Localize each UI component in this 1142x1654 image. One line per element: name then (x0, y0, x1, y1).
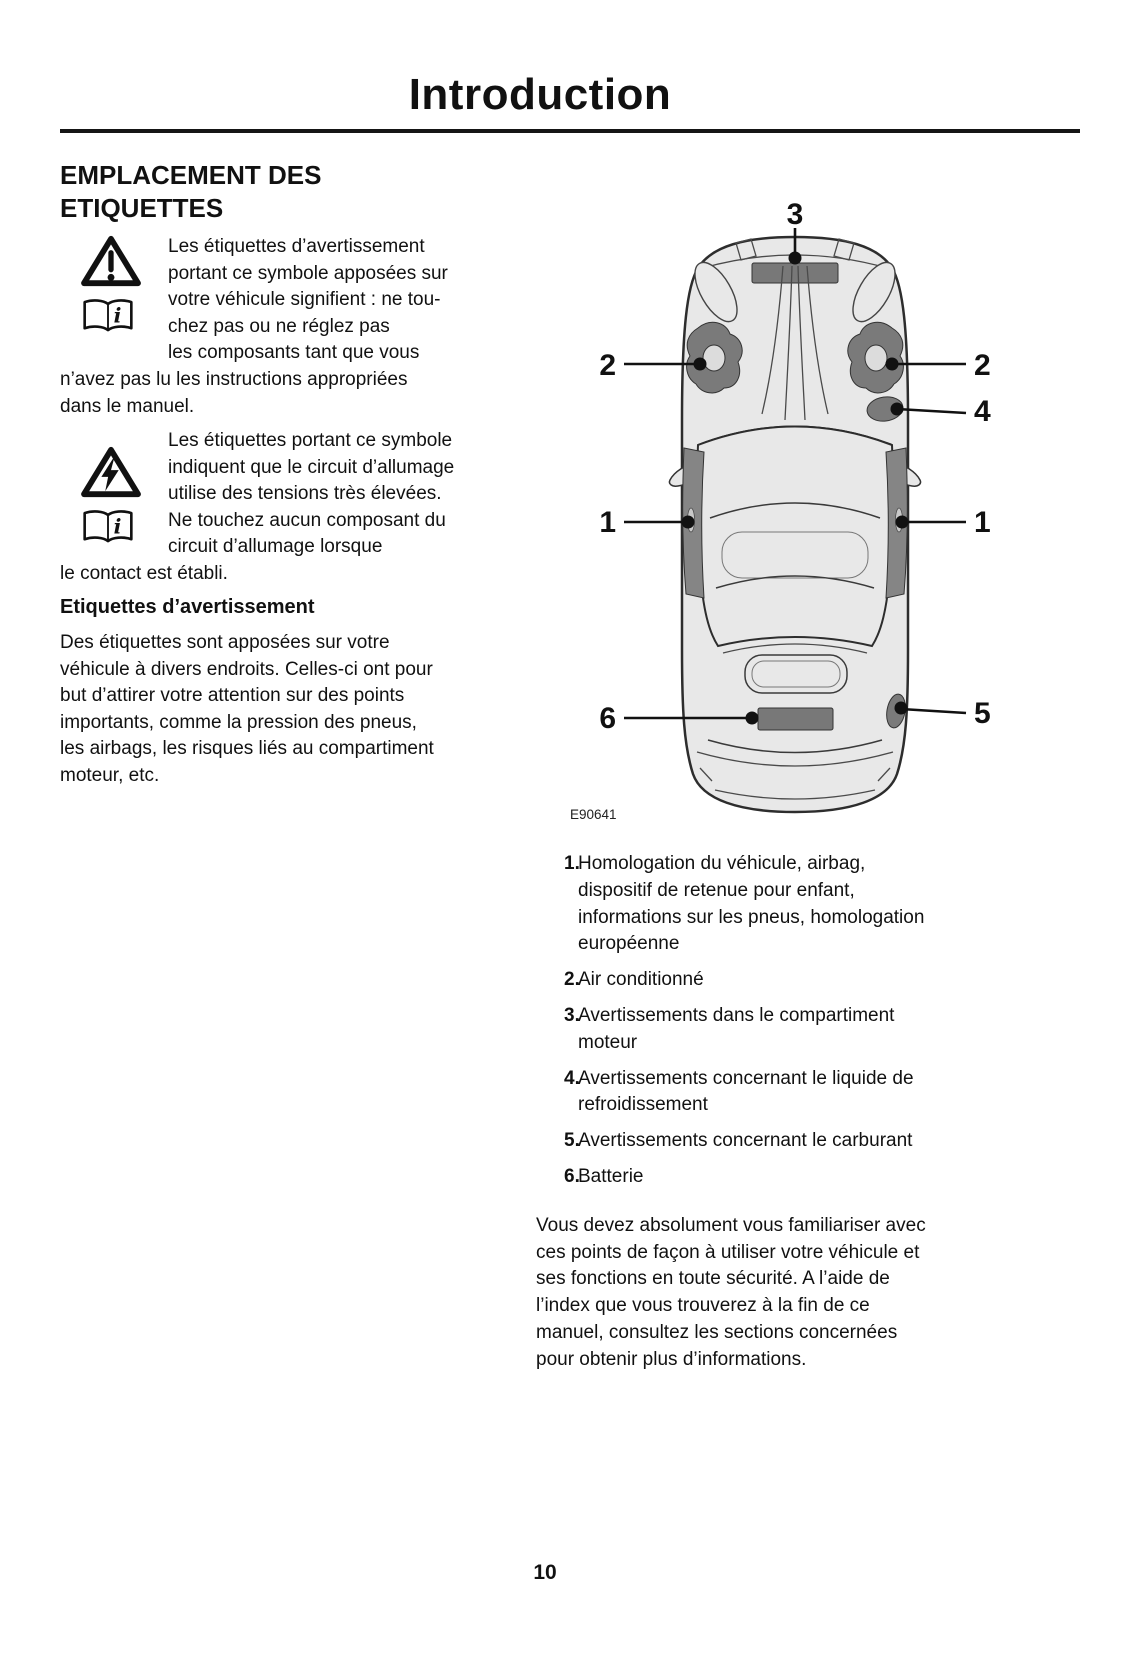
legend-item-4 (536, 1066, 973, 1120)
high-voltage-triangle-icon (80, 445, 142, 499)
book-info-icon (80, 297, 136, 337)
label-site-battery (758, 708, 833, 730)
legend-text: Air conditionné (578, 969, 704, 991)
labels-paragraph: Des étiquettes sont apposées sur votre véhicule à divers endroits. Celles-ci ont pour but d’attirer votre attention sur des points importants, comme la pression des pneus, les airbags, les risques liés au compartiment moteur, etc. (60, 632, 434, 786)
svg-text:1: 1 (599, 506, 616, 539)
legend-text: Avertissements concernant le liquide de refroidissement (578, 1067, 914, 1116)
legend-item-2 (536, 967, 973, 994)
warning-text-2: Les étiquettes portant ce symbole indiquent que le circuit d’allumage utilise des tensions très élevées. Ne touchez aucun composant du circuit d’allumage lorsque le contact est établi. (60, 430, 455, 584)
callout-1-left (599, 506, 694, 539)
callout-5 (895, 697, 991, 730)
subsection-heading: Etiquettes d’avertissement (60, 596, 315, 618)
legend-text: Avertissements concernant le carburant (578, 1130, 913, 1152)
figure-code: E90641 (570, 807, 617, 822)
page-number: 10 (533, 1561, 557, 1584)
legend-text: Avertissements dans le compartiment moteur (578, 1004, 895, 1053)
page-title: Introduction (408, 70, 672, 119)
callout-1-right (896, 506, 991, 539)
legend-text: Homologation du véhicule, airbag, dispositif de retenue pour enfant, informations sur les pneus, homologation européenne (578, 853, 925, 955)
svg-text:3: 3 (786, 198, 804, 231)
warning-block-1 (60, 234, 538, 420)
warning-text-1: Les étiquettes d’avertissement portant ce symbole apposées sur votre véhicule signifient : ne tou- chez pas ou ne réglez pas les composants tant que vous n’avez pas lu les instructions appropriées dans le manuel. (60, 236, 448, 417)
svg-text:2: 2 (974, 349, 991, 382)
label-site-engine (752, 263, 838, 283)
legend-number: 1. (564, 853, 580, 874)
svg-text:i: i (113, 514, 122, 539)
warning-icons-2 (60, 428, 168, 556)
title-divider (60, 129, 1080, 133)
legend-number: 3. (564, 1004, 580, 1026)
car-label-location-diagram (540, 180, 1000, 840)
warning-icons-1 (60, 234, 168, 362)
book-info-icon (80, 508, 136, 548)
closing-paragraph: Vous devez absolument vous familiariser avec ces points de façon à utiliser votre véhicule et ses fonctions en toute sécurité. A l’aide de l’index que vous trouverez à la fin de ce manuel, consultez les sections concernées pour obtenir plus d’informations. (536, 1214, 926, 1370)
legend-number: 6. (564, 1165, 580, 1187)
legend-number: 5. (564, 1130, 580, 1152)
warning-triangle-icon (80, 234, 142, 288)
legend-text: Batterie (578, 1165, 644, 1187)
svg-text:4: 4 (974, 395, 991, 428)
legend-number: 2. (564, 969, 580, 991)
svg-text:6: 6 (599, 702, 616, 735)
legend-item-3 (536, 1003, 973, 1057)
svg-text:1: 1 (974, 506, 991, 539)
svg-text:5: 5 (974, 697, 991, 730)
cabin-glasshouse (697, 427, 894, 647)
legend-number: 4. (564, 1067, 580, 1089)
legend-item-1 (536, 851, 973, 958)
svg-text:2: 2 (599, 349, 616, 382)
svg-text:i: i (113, 303, 122, 328)
legend-item-6 (536, 1164, 973, 1191)
legend (536, 851, 973, 1374)
section-heading: EMPLACEMENT DES ETIQUETTES (60, 160, 322, 223)
legend-item-5 (536, 1128, 973, 1155)
warning-block-2 (60, 428, 538, 588)
